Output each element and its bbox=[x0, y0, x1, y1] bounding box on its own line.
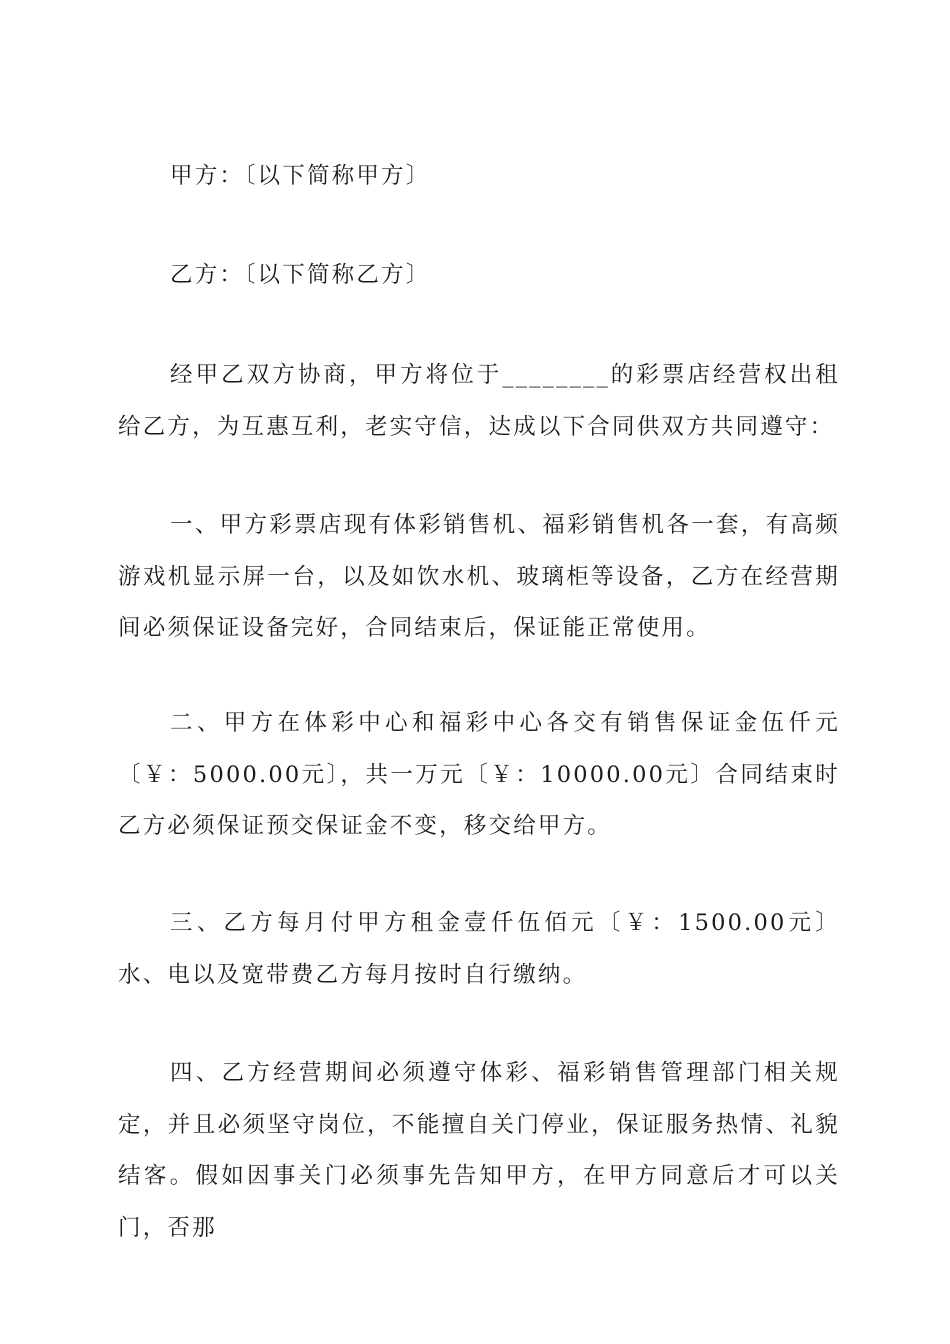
clause-4-paragraph: 四、乙方经营期间必须遵守体彩、福彩销售管理部门相关规定，并且必须坚守岗位，不能擅自关门停业，保证服务热情、礼貌结客。假如因事关门必须事先告知甲方，在甲方同意后才可以关门，否那 bbox=[118, 1060, 840, 1241]
clause-3-paragraph: 三、乙方每月付甲方租金壹仟伍佰元〔￥：1500.00元〕水、电以及宽带费乙方每月按时自行缴纳。 bbox=[118, 910, 840, 988]
clause-2-paragraph: 二、甲方在体彩中心和福彩中心各交有销售保证金伍仟元〔￥：5000.00元〕，共一万元〔￥：10000.00元〕合同结束时乙方必须保证预交保证金不变，移交给甲方。 bbox=[118, 710, 840, 839]
clause-1-paragraph: 一、甲方彩票店现有体彩销售机、福彩销售机各一套，有高频游戏机显示屏一台，以及如饮水机、玻璃柜等设备，乙方在经营期间必须保证设备完好，合同结束后，保证能正常使用。 bbox=[118, 512, 840, 641]
party-b-line: 乙方：〔以下简称乙方〕 bbox=[170, 262, 431, 288]
party-a-line: 甲方：〔以下简称甲方〕 bbox=[170, 163, 431, 189]
intro-paragraph: 经甲乙双方协商，甲方将位于________的彩票店经营权出租给乙方，为互惠互利，老实守信，达成以下合同供双方共同遵守： bbox=[118, 362, 840, 440]
